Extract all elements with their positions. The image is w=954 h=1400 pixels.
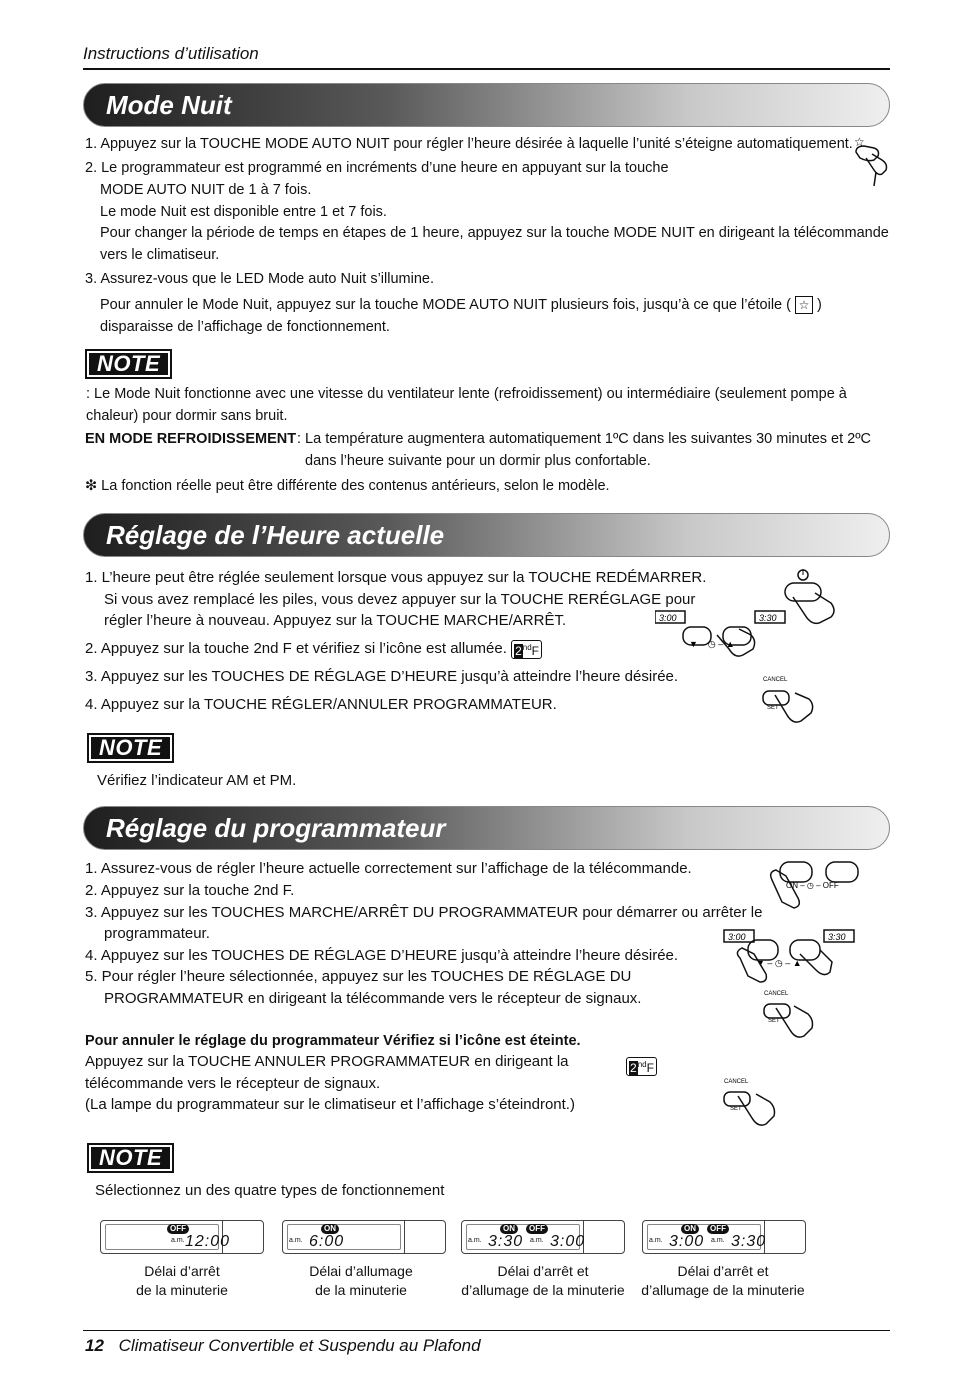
am-indicator: a.m. [289, 1237, 303, 1244]
caption-line-2: de la minuterie [315, 1282, 407, 1298]
lcd-time-2: 3:30 [731, 1233, 767, 1250]
s2-note-text: Vérifiez l’indicateur AM et PM. [97, 772, 297, 789]
s1-item-2b: MODE AUTO NUIT de 1 à 7 fois. [100, 182, 312, 198]
s1-cancel-text-a: Pour annuler le Mode Nuit, appuyez sur la touche MODE AUTO NUIT plusieurs fois, jusqu’à ce que l’étoile ( [100, 297, 791, 313]
s3-cancel-title: Pour annuler le réglage du programmateur Vérifiez si l’icône est éteinte. [85, 1033, 581, 1049]
s3-fig-time-1: 3:00 [728, 932, 746, 942]
svg-text:▼ – ◷ – ▲: ▼ – ◷ – ▲ [756, 958, 802, 968]
s2-item-3: 3. Appuyez sur les TOUCHES DE RÉGLAGE D’HEURE jusqu’à atteindre l’heure désirée. [85, 668, 679, 685]
second-f-nd: 2 [515, 643, 522, 658]
s1-note-line-2: chaleur) pour dormir sans bruit. [86, 408, 288, 424]
section-banner-programmateur [83, 806, 890, 850]
s1-cooling-text-2: dans l’heure suivante pour un dormir plus confortable. [305, 453, 651, 469]
on-badge: ON [321, 1224, 339, 1234]
s1-item-3: 3. Assurez-vous que le LED Mode auto Nuit s’illumine. [85, 271, 434, 287]
lcd-time-1: 3:00 [669, 1233, 705, 1250]
s3-item-3: 3. Appuyez sur les TOUCHES MARCHE/ARRÊT DU PROGRAMMATEUR pour démarrer ou arrêter le [85, 904, 763, 921]
caption-line-1: Délai d’arrêt et [497, 1263, 589, 1279]
caption-1 [92, 1262, 272, 1300]
caption-line-2: d’allumage de la minuterie [641, 1282, 805, 1298]
s3-item-3b: programmateur. [104, 925, 210, 942]
svg-text:▼ – ◷ – ▲: ▼ – ◷ – ▲ [689, 639, 735, 649]
am-indicator: a.m. [530, 1237, 544, 1244]
note-badge-2: NOTE [87, 733, 174, 763]
s3-cancel-line-2: télécommande vers le récepteur de signaux. [85, 1075, 381, 1092]
lcd-time-2: 3:00 [550, 1233, 586, 1250]
s3-cancel-line-1: Appuyez sur la TOUCHE ANNULER PROGRAMMATEUR en dirigeant la [85, 1053, 569, 1070]
lcd-display-off-delay [100, 1220, 264, 1254]
lcd-display-off-on-delay-2 [642, 1220, 806, 1254]
s1-item-2c: Le mode Nuit est disponible entre 1 et 7 fois. [100, 204, 387, 220]
on-badge: ON [500, 1224, 518, 1234]
off-badge: OFF [707, 1224, 729, 1234]
second-f-icon [626, 1057, 657, 1076]
caption-line-1: Délai d’allumage [309, 1263, 413, 1279]
lcd-time-1: 3:30 [488, 1233, 524, 1250]
s3-cancel-line-3: (La lampe du programmateur sur le climatiseur et l’affichage s’éteindront.) [85, 1096, 575, 1113]
s3-fig-cancel: CANCEL [764, 991, 789, 997]
s1-item-2e: vers le climatiseur. [100, 247, 220, 263]
header-rule [83, 68, 890, 70]
off-badge: OFF [167, 1224, 189, 1234]
s1-item-2d: Pour changer la période de temps en étapes de 1 heure, appuyez sur la touche MODE NUIT en dirigeant la télécommande [100, 225, 889, 241]
s3-fig-time-2: 3:30 [828, 932, 846, 942]
svg-text:☆: ☆ [854, 135, 865, 149]
lcd-display-off-on-delay [461, 1220, 625, 1254]
lcd-display-on-delay [282, 1220, 446, 1254]
star-outline-icon: ☆ [795, 296, 813, 314]
footer-rule [83, 1330, 890, 1331]
s3-fig-set-2: SET [730, 1106, 742, 1112]
s1-cancel-text-b: ) [817, 297, 822, 313]
s2-item-2-text: 2. Appuyez sur la touche 2nd F et vérifiez si l’icône est allumée. [85, 640, 507, 657]
s1-cooling-text: : La température augmentera automatiquement 1ºC dans les suivantes 30 minutes et 2ºC [297, 431, 871, 447]
am-indicator: a.m. [649, 1237, 663, 1244]
second-f-f: F [531, 643, 539, 658]
s2-fig-time-1: 3:00 [659, 613, 677, 623]
on-badge: ON [681, 1224, 699, 1234]
section-banner-heure-actuelle [83, 513, 890, 557]
s3-item-5b: PROGRAMMATEUR en dirigeant la télécommande vers le récepteur de signaux. [104, 990, 642, 1007]
footer [85, 1336, 481, 1356]
page-number: 12 [85, 1336, 104, 1355]
s1-item-2: 2. Le programmateur est programmé en incréments d’une heure en appuyant sur la touche [85, 160, 669, 176]
am-indicator: a.m. [468, 1237, 482, 1244]
note-badge-3: NOTE [87, 1143, 174, 1173]
section-title: Réglage du programmateur [106, 813, 446, 843]
caption-4 [633, 1262, 813, 1300]
caption-line-1: Délai d’arrêt [144, 1263, 220, 1279]
s3-item-5: 5. Pour régler l’heure sélectionnée, appuyez sur les TOUCHES DE RÉGLAGE DU [85, 968, 632, 985]
s2-item-1b: Si vous avez remplacé les piles, vous devez appuyer sur la TOUCHE RERÉGLAGE pour [104, 591, 696, 608]
second-f-f: F [646, 1061, 654, 1075]
caption-line-1: Délai d’arrêt et [677, 1263, 769, 1279]
second-f-icon [511, 640, 542, 659]
s2-remote-illustration [655, 565, 845, 740]
s2-fig-time-2: 3:30 [759, 613, 777, 623]
s1-cooling-label: EN MODE REFROIDISSEMENT [85, 431, 297, 447]
s3-remote-illustration [720, 858, 870, 1148]
s3-item-2: 2. Appuyez sur la touche 2nd F. [85, 882, 295, 899]
s2-fig-cancel: CANCEL [763, 677, 788, 683]
second-f-icon-2 [626, 1057, 657, 1076]
section-title: Réglage de l’Heure actuelle [106, 520, 445, 550]
s1-footnote: ❇ La fonction réelle peut être différente des contenus antérieurs, selon le modèle. [85, 478, 610, 494]
s3-fig-set: SET [768, 1018, 780, 1024]
am-indicator: a.m. [711, 1237, 725, 1244]
header-title: Instructions d’utilisation [83, 44, 259, 63]
second-f-sup: nd [637, 1060, 647, 1069]
s3-fig-on-off: ON – ◷ – OFF [786, 881, 839, 890]
lcd-time: 12:00 [185, 1233, 231, 1250]
caption-2 [271, 1262, 451, 1300]
s3-item-4: 4. Appuyez sur les TOUCHES DE RÉGLAGE D’HEURE jusqu’à atteindre l’heure désirée. [85, 947, 679, 964]
caption-line-2: d’allumage de la minuterie [461, 1282, 625, 1298]
s3-note-text: Sélectionnez un des quatre types de fonctionnement [95, 1182, 445, 1199]
caption-3 [453, 1262, 633, 1300]
section-banner-mode-nuit [83, 83, 890, 127]
s1-item-1: 1. Appuyez sur la TOUCHE MODE AUTO NUIT pour régler l’heure désirée à laquelle l’unité s’éteigne automatiquement. [85, 136, 853, 152]
s1-note-line-1: : Le Mode Nuit fonctionne avec une vitesse du ventilateur lente (refroidissement) ou intermédiaire (seulement pompe à [86, 386, 847, 402]
off-badge: OFF [526, 1224, 548, 1234]
second-f-sup: nd [522, 642, 532, 652]
s1-cancel-text-2: disparaisse de l’affichage de fonctionnement. [100, 319, 390, 335]
note-badge-1: NOTE [85, 349, 172, 379]
caption-line-2: de la minuterie [136, 1282, 228, 1298]
s1-cancel-text [100, 294, 822, 316]
s2-item-1c: régler l’heure à nouveau. Appuyez sur la TOUCHE MARCHE/ARRÊT. [104, 612, 567, 629]
star-icon [852, 132, 892, 195]
s3-fig-cancel-2: CANCEL [724, 1079, 749, 1085]
s2-item-2 [85, 638, 542, 660]
s2-item-4: 4. Appuyez sur la TOUCHE RÉGLER/ANNULER PROGRAMMATEUR. [85, 696, 557, 713]
s2-fig-set: SET [767, 705, 779, 711]
section-title: Mode Nuit [106, 90, 232, 120]
second-f-nd: 2 [630, 1061, 637, 1075]
s2-item-1: 1. L’heure peut être réglée seulement lorsque vous appuyez sur la TOUCHE REDÉMARRER. [85, 569, 707, 586]
s3-item-1: 1. Assurez-vous de régler l’heure actuelle correctement sur l’affichage de la télécommande. [85, 860, 692, 877]
lcd-time: 6:00 [309, 1233, 345, 1250]
footer-title: Climatiseur Convertible et Suspendu au Plafond [118, 1336, 481, 1355]
am-indicator: a.m. [171, 1237, 185, 1244]
